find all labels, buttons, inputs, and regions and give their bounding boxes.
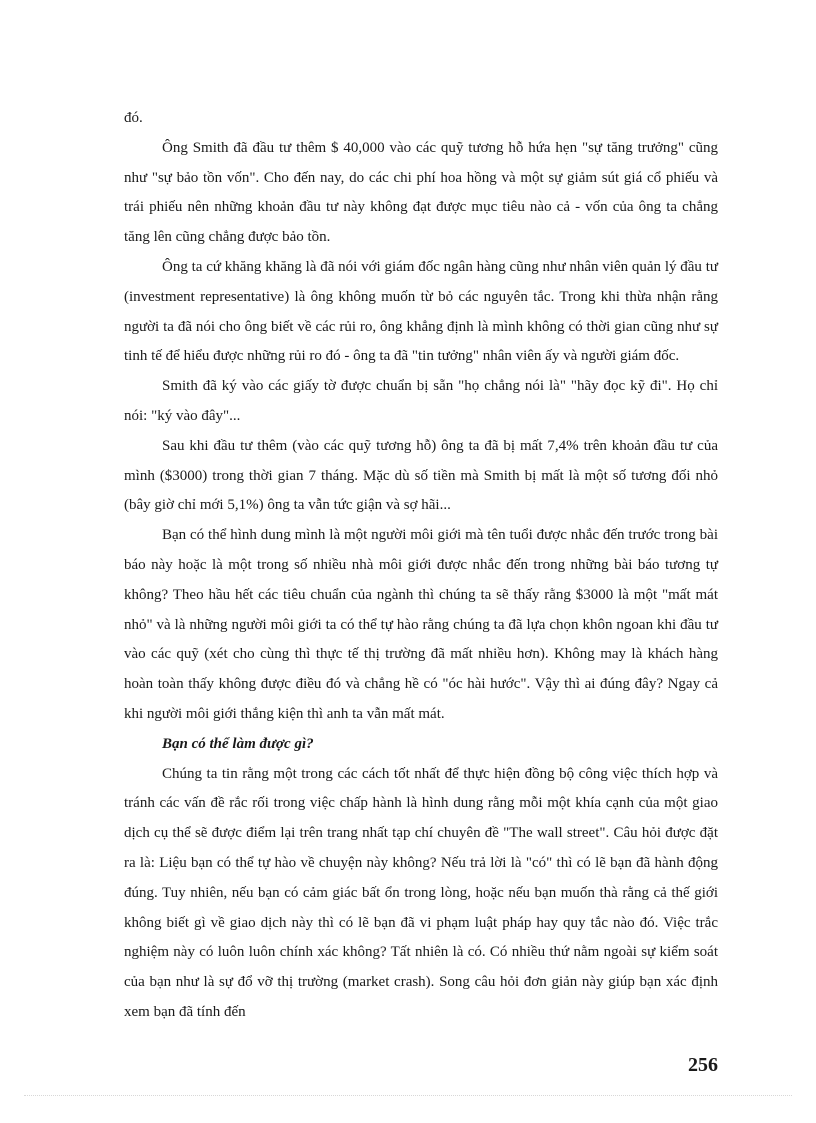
paragraph-wall-street-test: Chúng ta tin rằng một trong các cách tốt nhất để thực hiện đồng bộ công việc thích hợp và tránh các vấn đề rắc rối trong việc chấp hành là hình dung rằng mỗi một khía cạnh của một giao dịch cụ thể sẽ được điểm lại trên trang nhất tạp chí chuyên đề "The wall street". Câu hỏi được đặt ra là: Liệu bạn có thể tự hào về chuyện này không? Nếu trả lời là "có" thì có lẽ bạn đã hành động đúng. Tuy nhiên, nếu bạn có cảm giác bất ổn trong lòng, hoặc nếu bạn muốn thà rằng cả thế giới không biết gì về giao dịch này thì có lẽ bạn đã vi phạm luật pháp hay quy tắc nào đó. Việc trắc nghiệm này có luôn luôn chính xác không? Tất nhiên là có. Có nhiều thứ nằm ngoài sự kiểm soát của bạn như là sự đổ vỡ thị trường (market crash). Song câu hỏi đơn giản này giúp bạn xác định xem bạn đã tính đến bbox=[124, 765, 718, 1020]
document-body bbox=[124, 104, 718, 1028]
paragraph-continuation: đó. bbox=[124, 110, 143, 126]
page-number: 256 bbox=[688, 1054, 718, 1076]
section-heading: Bạn có thể làm được gì? bbox=[162, 735, 314, 752]
paragraph-smith-investment: Ông Smith đã đầu tư thêm $ 40,000 vào các quỹ tương hỗ hứa hẹn "sự tăng trưởng" cũng như "sự bảo tồn vốn". Cho đến nay, do các chi phí hoa hồng và một sự giảm sút giá cổ phiếu và trái phiếu nên những khoản đầu tư này không đạt được mục tiêu nào cả - vốn của ông ta chẳng tăng lên cũng chẳng được bảo tồn. bbox=[124, 139, 718, 246]
paragraph-smith-signed: Smith đã ký vào các giấy tờ được chuẩn bị sẵn "họ chẳng nói là" "hãy đọc kỹ đi". Họ chỉ nói: "ký vào đây"... bbox=[124, 378, 718, 424]
footer-divider bbox=[24, 1095, 792, 1096]
paragraph-broker-question: Bạn có thể hình dung mình là một người môi giới mà tên tuổi được nhắc đến trước trong bài báo này hoặc là một trong số nhiều nhà môi giới được nhắc đến trong những bài báo tương tự không? Theo hầu hết các tiêu chuẩn của ngành thì chúng ta sẽ thấy rằng $3000 là một "mất mát nhỏ" và là những người môi giới ta có thể tự hào rằng chúng ta đã lựa chọn khôn ngoan khi đầu tư vào các quỹ (xét cho cùng thì thực tế thị trường đã mất nhiều hơn). Không may là khách hàng hoàn toàn thấy không được điều đó và chẳng hề có "óc hài hước". Vậy thì ai đúng đây? Ngay cả khi người môi giới thắng kiện thì anh ta vẫn mất mát. bbox=[124, 527, 718, 722]
paragraph-smith-insists: Ông ta cứ khăng khăng là đã nói với giám đốc ngân hàng cũng như nhân viên quản lý đầu tư (investment representative) là ông không muốn từ bỏ các nguyên tắc. Trong khi thừa nhận rằng người ta đã nói cho ông biết về các rủi ro, ông khẳng định là mình không có thời gian cũng như sự tinh tế để hiểu được những rủi ro đó - ông ta đã "tin tưởng" nhân viên ấy và người giám đốc. bbox=[124, 258, 718, 365]
paragraph-smith-loss: Sau khi đầu tư thêm (vào các quỹ tương hỗ) ông ta đã bị mất 7,4% trên khoản đầu tư của mình ($3000) trong thời gian 7 tháng. Mặc dù số tiền mà Smith bị mất là một số tương đối nhỏ (bây giờ chỉ mới 5,1%) ông ta vẫn tức giận và sợ hãi... bbox=[124, 437, 718, 514]
